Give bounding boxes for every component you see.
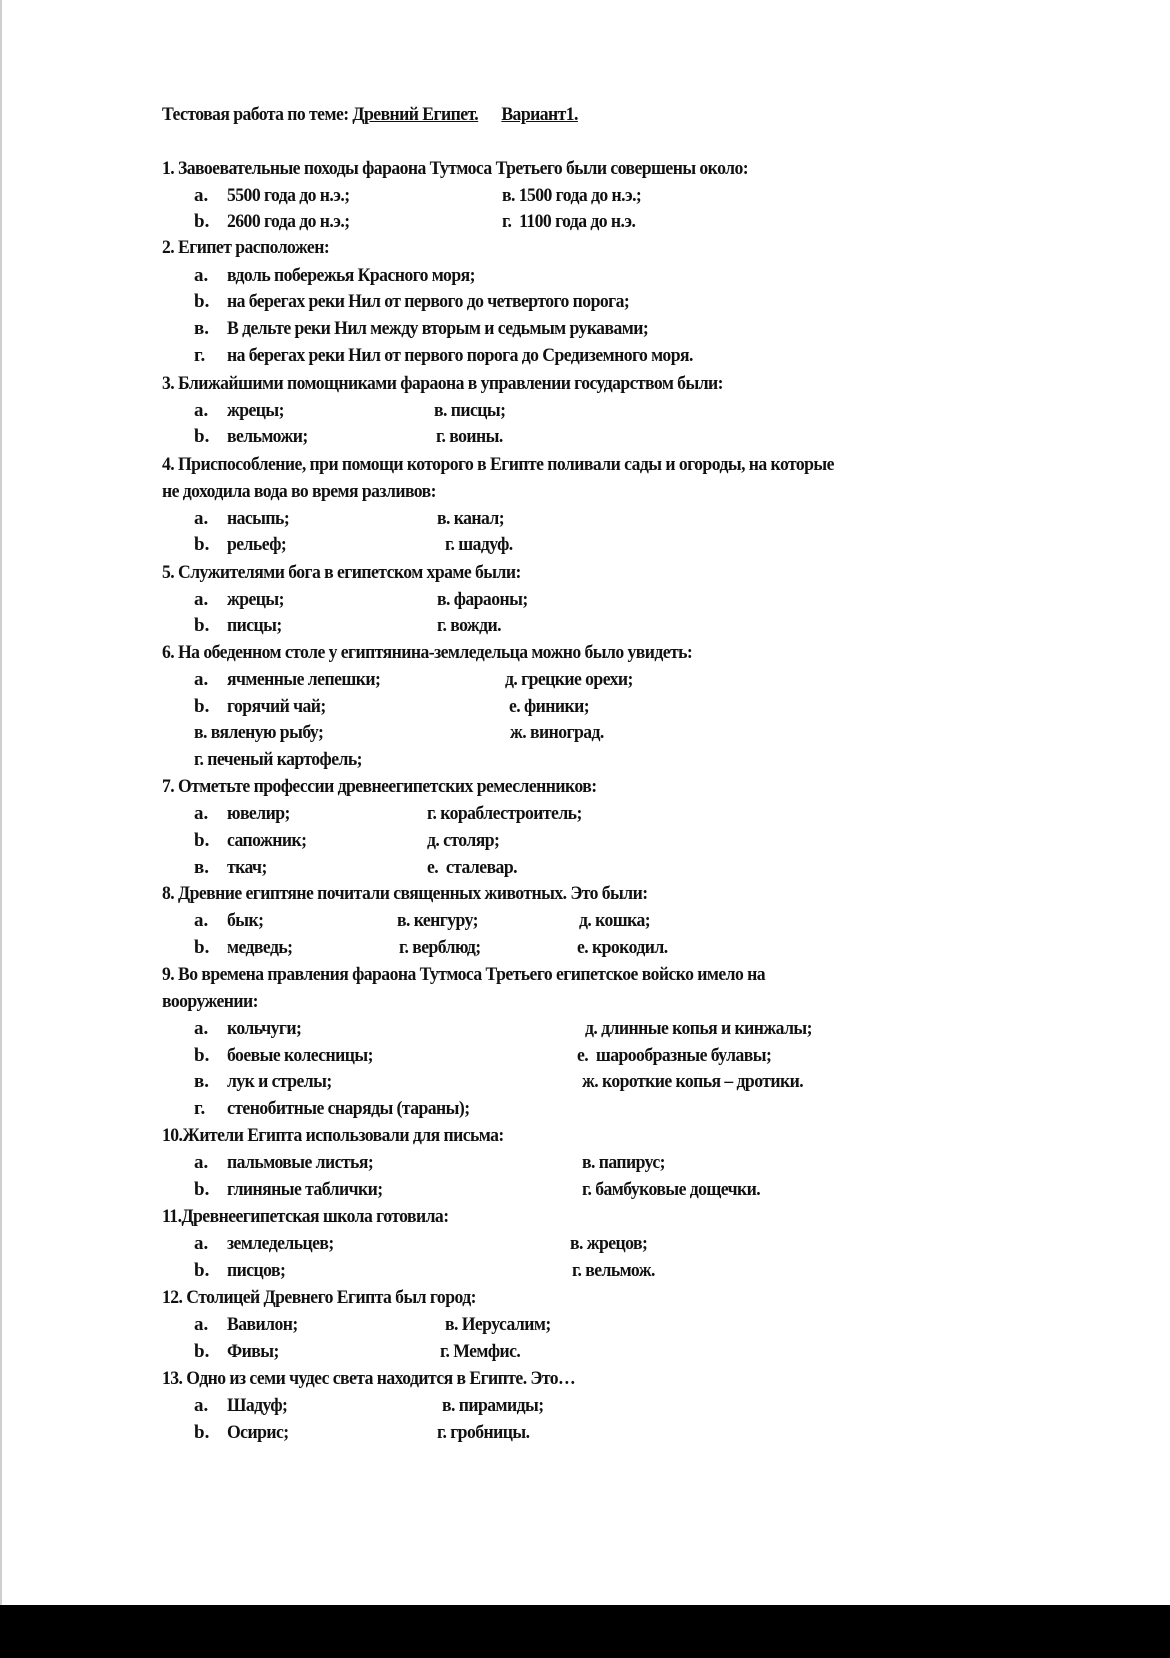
bottom-black-bar <box>0 1605 1170 1658</box>
option-label: a. <box>194 508 209 529</box>
question-9-continued: вооружении: <box>162 991 259 1012</box>
option-text: г. бамбуковые дощечки. <box>582 1179 761 1200</box>
option-text: ж. короткие копья – дротики. <box>582 1071 804 1092</box>
option-text: ювелир; <box>227 803 290 824</box>
option-text: д. столяр; <box>427 830 500 851</box>
option-text: боевые колесницы; <box>227 1045 373 1066</box>
option-label: a. <box>194 265 209 286</box>
option-text: Осирис; <box>227 1422 289 1443</box>
option-label: b. <box>194 1260 210 1281</box>
option-text: лук и стрелы; <box>227 1071 332 1092</box>
option-text: г. кораблестроитель; <box>427 803 582 824</box>
option-text: на берегах реки Нил от первого порога до Средиземного моря. <box>227 345 693 366</box>
option-label: в. <box>194 1071 210 1092</box>
option-text: г. печеный картофель; <box>194 749 362 770</box>
question-11: 11.Древнеегипетская школа готовила: <box>162 1206 449 1227</box>
option-label: b. <box>194 696 210 717</box>
option-label: b. <box>194 1045 210 1066</box>
option-text: в. папирус; <box>582 1152 666 1173</box>
question-1: 1. Завоевательные походы фараона Тутмоса Третьего были совершены около: <box>162 158 749 179</box>
option-label: a. <box>194 589 209 610</box>
option-label: a. <box>194 1314 209 1335</box>
option-text: г. шадуф. <box>445 534 513 555</box>
option-text: г. верблюд; <box>399 937 481 958</box>
option-text: глиняные таблички; <box>227 1179 383 1200</box>
option-text: е. крокодил. <box>577 937 668 958</box>
option-text: е. сталевар. <box>427 857 517 878</box>
option-text: жрецы; <box>227 400 285 421</box>
option-label: a. <box>194 910 209 931</box>
option-label: a. <box>194 669 209 690</box>
title-topic: Древний Египет. <box>352 104 479 125</box>
option-label: b. <box>194 211 210 232</box>
option-label: b. <box>194 1341 210 1362</box>
option-text: г. Мемфис. <box>440 1341 521 1362</box>
option-label: a. <box>194 1395 209 1416</box>
option-text: г. 1100 года до н.э. <box>502 211 636 232</box>
option-text: насыпь; <box>227 508 290 529</box>
option-text: ж. виноград. <box>510 722 604 743</box>
option-text: жрецы; <box>227 589 285 610</box>
question-9: 9. Во времена правления фараона Тутмоса Третьего египетское войско имело на <box>162 964 766 985</box>
option-text: г. гробницы. <box>437 1422 530 1443</box>
question-3: 3. Ближайшими помощниками фараона в управлении государством были: <box>162 373 724 394</box>
option-text: в. вяленую рыбу; <box>194 722 324 743</box>
option-label: b. <box>194 426 210 447</box>
option-label: a. <box>194 803 209 824</box>
option-text: сапожник; <box>227 830 307 851</box>
option-text: земледельцев; <box>227 1233 334 1254</box>
option-text: Вавилон; <box>227 1314 298 1335</box>
option-text: Фивы; <box>227 1341 279 1362</box>
option-label: b. <box>194 615 210 636</box>
option-label: в. <box>194 857 210 878</box>
option-text: в. фараоны; <box>437 589 528 610</box>
option-label: b. <box>194 937 210 958</box>
option-text: д. грецкие орехи; <box>505 669 633 690</box>
option-text: на берегах реки Нил от первого до четвертого порога; <box>227 291 630 312</box>
option-label: a. <box>194 1233 209 1254</box>
question-6: 6. На обеденном столе у египтянина-земледельца можно было увидеть: <box>162 642 693 663</box>
option-label: b. <box>194 534 210 555</box>
question-4: 4. Приспособление, при помощи которого в Египте поливали сады и огороды, на которые <box>162 454 834 475</box>
option-label: a. <box>194 400 209 421</box>
option-text: вельможи; <box>227 426 308 447</box>
question-5: 5. Служителями бога в египетском храме были: <box>162 562 521 583</box>
option-text: горячий чай; <box>227 696 326 717</box>
option-label: г. <box>194 345 206 366</box>
question-12: 12. Столицей Древнего Египта был город: <box>162 1287 476 1308</box>
title-variant: Вариант1. <box>501 104 578 125</box>
option-label: a. <box>194 185 209 206</box>
question-10: 10.Жители Египта использовали для письма: <box>162 1125 504 1146</box>
option-text: стенобитные снаряды (тараны); <box>227 1098 470 1119</box>
option-text: медведь; <box>227 937 293 958</box>
option-text: г. воины. <box>436 426 503 447</box>
option-text: в. писцы; <box>434 400 506 421</box>
option-label: a. <box>194 1018 209 1039</box>
option-text: 2600 года до н.э.; <box>227 211 350 232</box>
option-text: е. шарообразные булавы; <box>577 1045 772 1066</box>
option-text: рельеф; <box>227 534 287 555</box>
option-label: b. <box>194 830 210 851</box>
option-text: в. канал; <box>437 508 505 529</box>
question-7: 7. Отметьте профессии древнеегипетских ремесленников: <box>162 776 597 797</box>
option-text: В дельте реки Нил между вторым и седьмым рукавами; <box>227 318 649 339</box>
question-4-continued: не доходила вода во время разливов: <box>162 481 436 502</box>
option-text: д. длинные копья и кинжалы; <box>585 1018 813 1039</box>
option-text: ячменные лепешки; <box>227 669 381 690</box>
option-text: в. жрецов; <box>570 1233 648 1254</box>
option-text: в. Иерусалим; <box>445 1314 551 1335</box>
option-label: b. <box>194 1422 210 1443</box>
option-text: в. 1500 года до н.э.; <box>502 185 642 206</box>
option-text: писцов; <box>227 1260 286 1281</box>
option-text: в. пирамиды; <box>442 1395 544 1416</box>
option-text: Шадуф; <box>227 1395 288 1416</box>
option-text: г. вельмож. <box>572 1260 655 1281</box>
title-prefix: Тестовая работа по теме: <box>162 104 353 125</box>
option-text: г. вожди. <box>437 615 502 636</box>
option-text: писцы; <box>227 615 282 636</box>
option-label: b. <box>194 291 210 312</box>
option-text: пальмовые листья; <box>227 1152 374 1173</box>
option-text: 5500 года до н.э.; <box>227 185 350 206</box>
option-label: a. <box>194 1152 209 1173</box>
question-8: 8. Древние египтяне почитали священных животных. Это были: <box>162 883 648 904</box>
option-text: ткач; <box>227 857 267 878</box>
question-2: 2. Египет расположен: <box>162 237 330 258</box>
option-label: в. <box>194 318 210 339</box>
option-label: b. <box>194 1179 210 1200</box>
option-text: д. кошка; <box>579 910 651 931</box>
page-title <box>162 104 578 126</box>
option-text: вдоль побережья Красного моря; <box>227 265 475 286</box>
option-text: кольчуги; <box>227 1018 302 1039</box>
option-label: г. <box>194 1098 206 1119</box>
option-text: бык; <box>227 910 264 931</box>
option-text: в. кенгуру; <box>397 910 478 931</box>
question-13: 13. Одно из семи чудес света находится в Египте. Это… <box>162 1368 576 1389</box>
option-text: е. финики; <box>509 696 590 717</box>
